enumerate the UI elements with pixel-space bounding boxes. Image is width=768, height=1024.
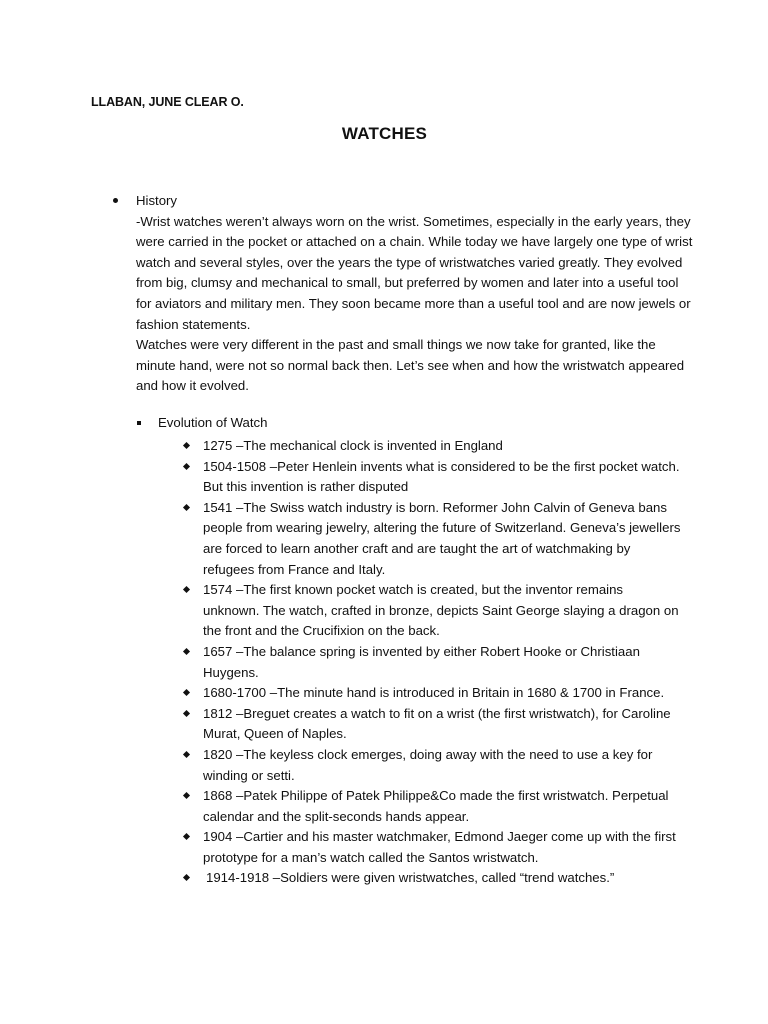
timeline-item: 1914-1918 –Soldiers were given wristwatches, called “trend watches.” bbox=[0, 868, 686, 889]
timeline-item: 1541 –The Swiss watch industry is born. Reformer John Calvin of Geneva bans people from wearing jewelry, altering the future of Switzerland. Geneva’s jewellers are forced to learn another craft and are taught the art of watchmaking by refugees from France and Italy. bbox=[0, 498, 683, 580]
history-paragraph-1: -Wrist watches weren’t always worn on the wrist. Sometimes, especially in the early years, they were carried in the pocket or attached on a chain. While today we have largely one type of wrist watch and several styles, over the years the type of wristwatches varied greatly. They evolved from big, clumsy and mechanical to small, but preferred by women and later into a useful tool for aviators and military men. They soon became more than a useful tool and are now jewels or fashion statements. bbox=[136, 213, 693, 332]
timeline-item: 1657 –The balance spring is invented by either Robert Hooke or Christiaan Huygens. bbox=[0, 642, 683, 683]
document-title bbox=[0, 124, 768, 144]
title-text: WATCHES bbox=[341, 124, 428, 143]
round-bullet-icon bbox=[113, 198, 118, 203]
timeline-item: 1504-1508 –Peter Henlein invents what is considered to be the first pocket watch. But this invention is rather disputed bbox=[0, 457, 683, 498]
subsection-heading: Evolution of Watch bbox=[158, 415, 268, 430]
square-bullet-icon bbox=[137, 421, 141, 425]
section-heading: History bbox=[136, 193, 178, 208]
timeline-item: 1868 –Patek Philippe of Patek Philippe&Co made the first wristwatch. Perpetual calendar and the split-seconds hands appear. bbox=[0, 786, 683, 827]
timeline-item: 1820 –The keyless clock emerges, doing away with the need to use a key for winding or setti. bbox=[0, 745, 683, 786]
author-name: LLABAN, JUNE CLEAR O. bbox=[91, 95, 244, 109]
timeline-list bbox=[0, 436, 768, 889]
timeline-item: 1812 –Breguet creates a watch to fit on a wrist (the first wristwatch), for Caroline Murat, Queen of Naples. bbox=[0, 704, 683, 745]
history-body bbox=[136, 191, 696, 397]
history-paragraph-2: Watches were very different in the past and small things we now take for granted, like the minute hand, were not so normal back then. Let’s see when and how the wristwatch appeared and how it evolved. bbox=[136, 337, 685, 394]
timeline-item: 1680-1700 –The minute hand is introduced in Britain in 1680 & 1700 in France. bbox=[0, 683, 683, 704]
timeline-item: 1904 –Cartier and his master watchmaker, Edmond Jaeger come up with the first prototype for a man’s watch called the Santos wristwatch. bbox=[0, 827, 683, 868]
timeline-item: 1574 –The first known pocket watch is created, but the inventor remains unknown. The watch, crafted in bronze, depicts Saint George slaying a dragon on the front and the Crucifixion on the back. bbox=[0, 580, 683, 642]
timeline-item: 1275 –The mechanical clock is invented in England bbox=[0, 436, 683, 457]
